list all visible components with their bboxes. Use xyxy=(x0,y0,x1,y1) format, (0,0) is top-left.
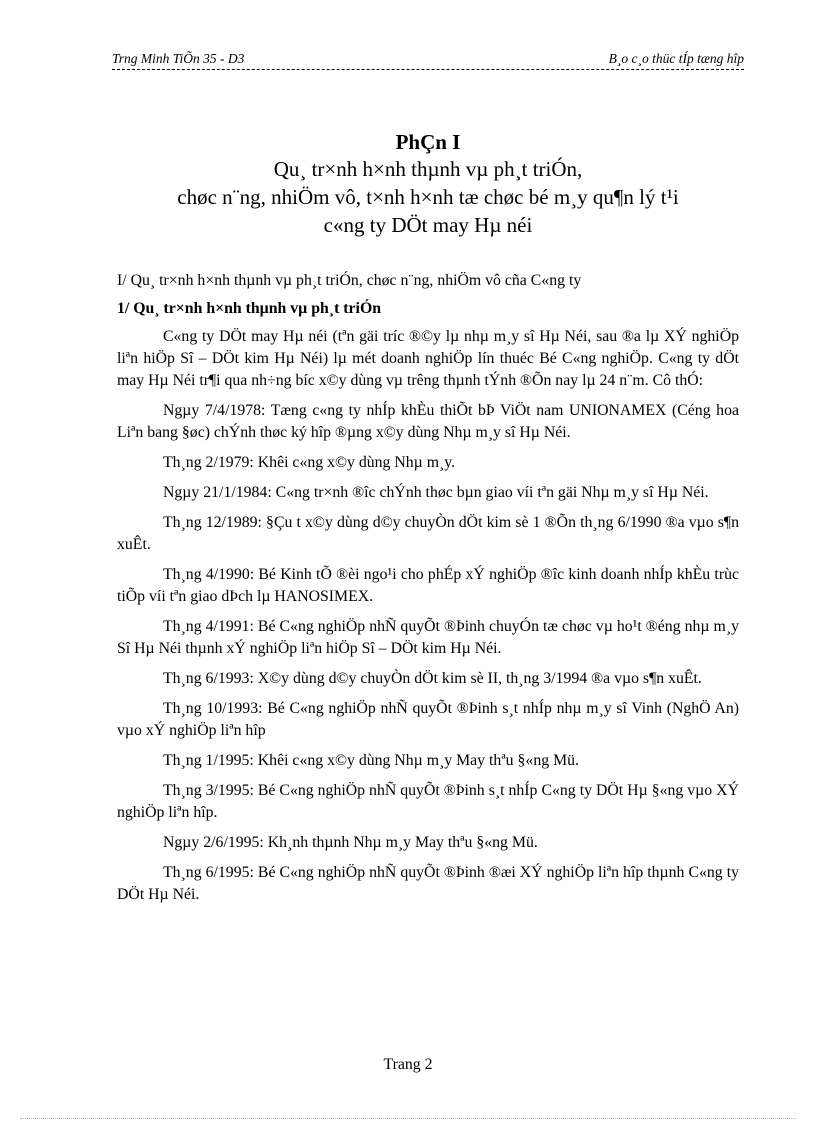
paragraph: Ngµy 2/6/1995: Kh¸nh thµnh Nhµ m¸y May thªu §«ng Mü. xyxy=(163,834,538,851)
paragraph: Th¸ng 3/1995: Bé C«ng nghiÖp nhÑ quyÕt ®Þinh s¸t nhÍp C«ng ty DÖt Hµ §«ng vµo XÝ nghiÖp liªn hîp. xyxy=(117,782,739,821)
paragraph: Ngµy 21/1/1984: C«ng tr×nh ®îc chÝnh thøc bµn giao víi tªn gäi Nhµ m¸y sî Hµ Néi. xyxy=(163,484,709,501)
header-author: Trng Minh TiÕn 35 - D3 xyxy=(112,51,245,66)
paragraph: Th¸ng 6/1993: X©y dùng d©y chuyÒn dÖt kim sè II, th¸ng 3/1994 ®a vµo s¶n xuÊt. xyxy=(163,670,702,687)
paragraph: Th¸ng 4/1990: Bé Kinh tÕ ®èi ngo¹i cho phÉp xÝ nghiÖp ®îc kinh doanh nhÍp khÈu trùc tiÕp víi tªn giao dÞch lµ HANOSIMEX. xyxy=(117,566,739,605)
chapter-part-label: PhÇn I xyxy=(395,130,461,154)
running-header xyxy=(112,50,744,70)
subsection-heading: 1/ Qu¸ tr×nh h×nh thµnh vµ ph¸t triÓn xyxy=(117,300,382,317)
document-body xyxy=(117,270,739,914)
chapter-title xyxy=(112,130,744,239)
page-number: Trang 2 xyxy=(383,1056,433,1073)
section-heading: I/ Qu¸ tr×nh h×nh thµnh vµ ph¸t triÓn, chøc n¨ng, nhiÖm vô cña C«ng ty xyxy=(117,272,582,289)
chapter-title-line-3: c«ng ty DÖt may Hµ néi xyxy=(323,213,533,237)
page-bottom-divider xyxy=(20,1118,796,1119)
paragraph: Th¸ng 1/1995: Khêi c«ng x©y dùng Nhµ m¸y May thªu §«ng Mü. xyxy=(163,752,579,769)
header-report-title: B¸o c¸o thüc tÍp tæng hîp xyxy=(608,51,744,66)
paragraph: Th¸ng 4/1991: Bé C«ng nghiÖp nhÑ quyÕt ®Þinh chuyÓn tæ chøc vµ ho¹t ®éng nhµ m¸y Sî Hµ Néi thµnh xÝ nghiÖp liªn hiÖp Sî – DÖt kim Hµ Néi. xyxy=(117,618,739,657)
chapter-title-line-2: chøc n¨ng, nhiÖm vô, t×nh h×nh tæ chøc bé m¸y qu¶n lý t¹i xyxy=(177,185,679,209)
paragraph: Th¸ng 2/1979: Khêi c«ng x©y dùng Nhµ m¸y. xyxy=(163,454,456,471)
paragraph: Ngµy 7/4/1978: Tæng c«ng ty nhÍp khÈu thiÕt bÞ ViÖt nam UNIONAMEX (Céng hoa Liªn bang §øc) chÝnh thøc ký hîp ®µng x©y dùng Nhµ m¸y sî Hµ Néi. xyxy=(117,402,739,441)
paragraph: C«ng ty DÖt may Hµ néi (tªn gäi tríc ®©y lµ nhµ m¸y sî Hµ Néi, sau ®a lµ XÝ nghiÖp liªn hiÖp Sî – DÖt kim Hµ Néi) lµ mét doanh nghiÖp lín thuéc Bé C«ng nghiÖp. C«ng ty dÖt may Hµ Néi tr¶i qua nh÷ng bíc x©y dùng vµ trêng thµnh tÝnh ®Õn nay lµ 24 n¨m. Cô thÓ: xyxy=(117,328,739,389)
paragraph: Th¸ng 10/1993: Bé C«ng nghiÖp nhÑ quyÕt ®Þinh s¸t nhÍp nhµ m¸y sî Vinh (NghÖ An) vµo xÝ nghiÖp liªn hîp xyxy=(117,700,739,739)
chapter-title-line-1: Qu¸ tr×nh h×nh thµnh vµ ph¸t triÓn, xyxy=(273,157,583,181)
paragraph: Th¸ng 6/1995: Bé C«ng nghiÖp nhÑ quyÕt ®Þinh ®æi XÝ nghiÖp liªn hîp thµnh C«ng ty DÖt Hµ Néi. xyxy=(117,864,739,903)
paragraph: Th¸ng 12/1989: §Çu t x©y dùng d©y chuyÒn dÖt kim sè 1 ®Õn th¸ng 6/1990 ®a vµo s¶n xuÊt. xyxy=(117,514,739,553)
